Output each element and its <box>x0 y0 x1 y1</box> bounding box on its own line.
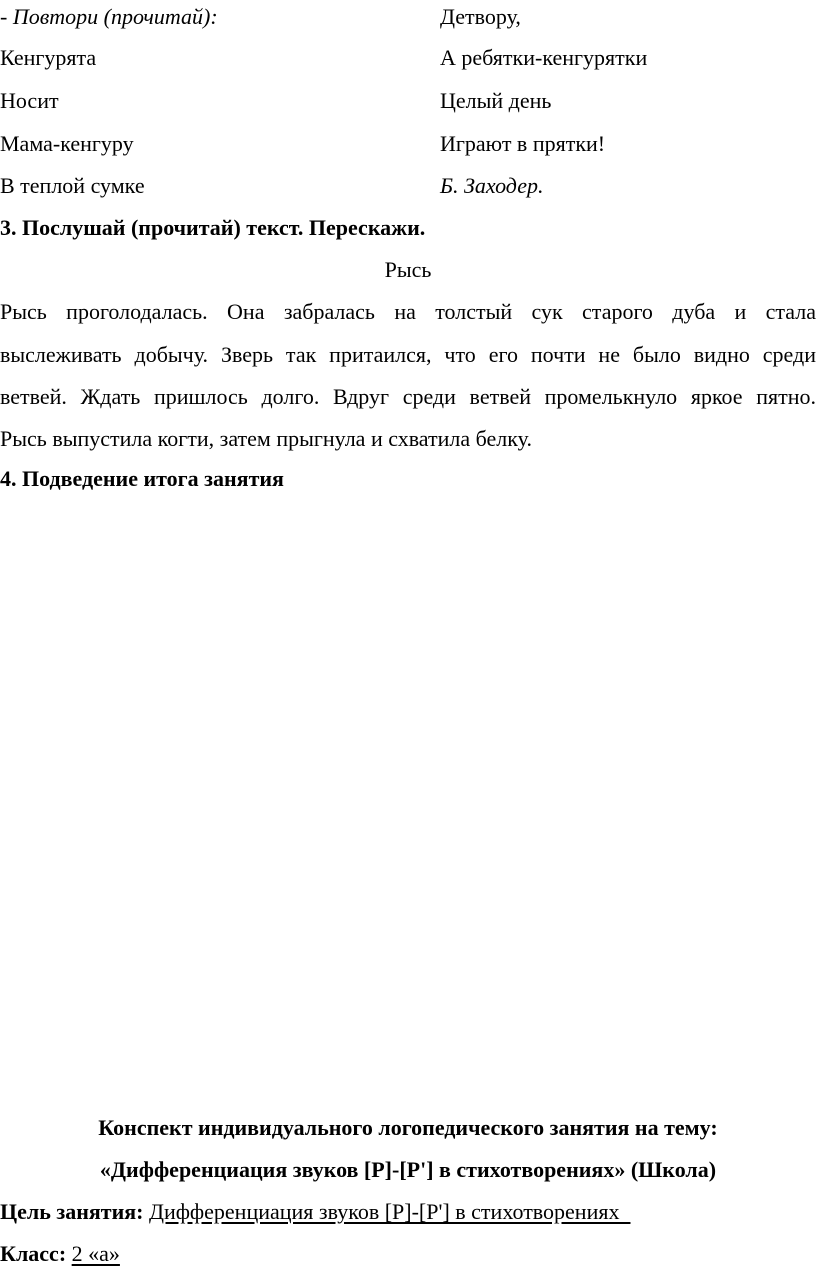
poem-right-line-1: Детвору, <box>440 4 521 29</box>
poem-left-line-2: Носит <box>0 88 59 113</box>
lesson-goal <box>0 1201 630 1223</box>
lesson-title-line-1: Конспект индивидуального логопедического занятия на тему: <box>98 1115 718 1140</box>
poem-left-line-1: Кенгурята <box>0 45 97 70</box>
poem-left-line-3: Мама-кенгуру <box>0 131 134 156</box>
poem-right-line-2: А ребятки-кенгурятки <box>440 45 648 70</box>
lesson-class <box>0 1243 120 1265</box>
class-value: 2 «а» <box>71 1241 120 1266</box>
task4-heading: 4. Подведение итога занятия <box>0 466 284 491</box>
poem-author: Б. Заходер. <box>440 173 544 198</box>
goal-label: Цель занятия: <box>0 1199 144 1224</box>
class-label: Класс: <box>0 1241 67 1266</box>
story-line-2: выслеживать добычу. Зверь так притаился, что его почти не было видно среди <box>0 342 816 367</box>
poem-right-line-3: Целый день <box>440 88 552 113</box>
story-line-3: ветвей. Ждать пришлось долго. Вдруг среди ветвей промелькнуло яркое пятно. <box>0 384 816 409</box>
poem-left-line-4: В теплой сумке <box>0 173 145 198</box>
story-line-4: Рысь выпустила когти, затем прыгнула и схватила белку. <box>0 426 532 451</box>
poem-right-line-4: Играют в прятки! <box>440 131 606 156</box>
task3-heading: 3. Послушай (прочитай) текст. Перескажи. <box>0 215 426 240</box>
goal-value: Дифференциация звуков [Р]-[Р'] в стихотворениях <box>148 1199 631 1224</box>
story-line-1: Рысь проголодалась. Она забралась на толстый сук старого дуба и стала <box>0 299 816 324</box>
intro-label: Повтори (прочитай): <box>12 4 218 29</box>
intro-dash: - <box>0 4 13 29</box>
lesson-title-line-2: «Дифференциация звуков [Р]-[Р'] в стихотворениях» (Школа) <box>99 1157 717 1182</box>
poem-intro <box>0 6 218 28</box>
story-title: Рысь <box>384 257 432 282</box>
